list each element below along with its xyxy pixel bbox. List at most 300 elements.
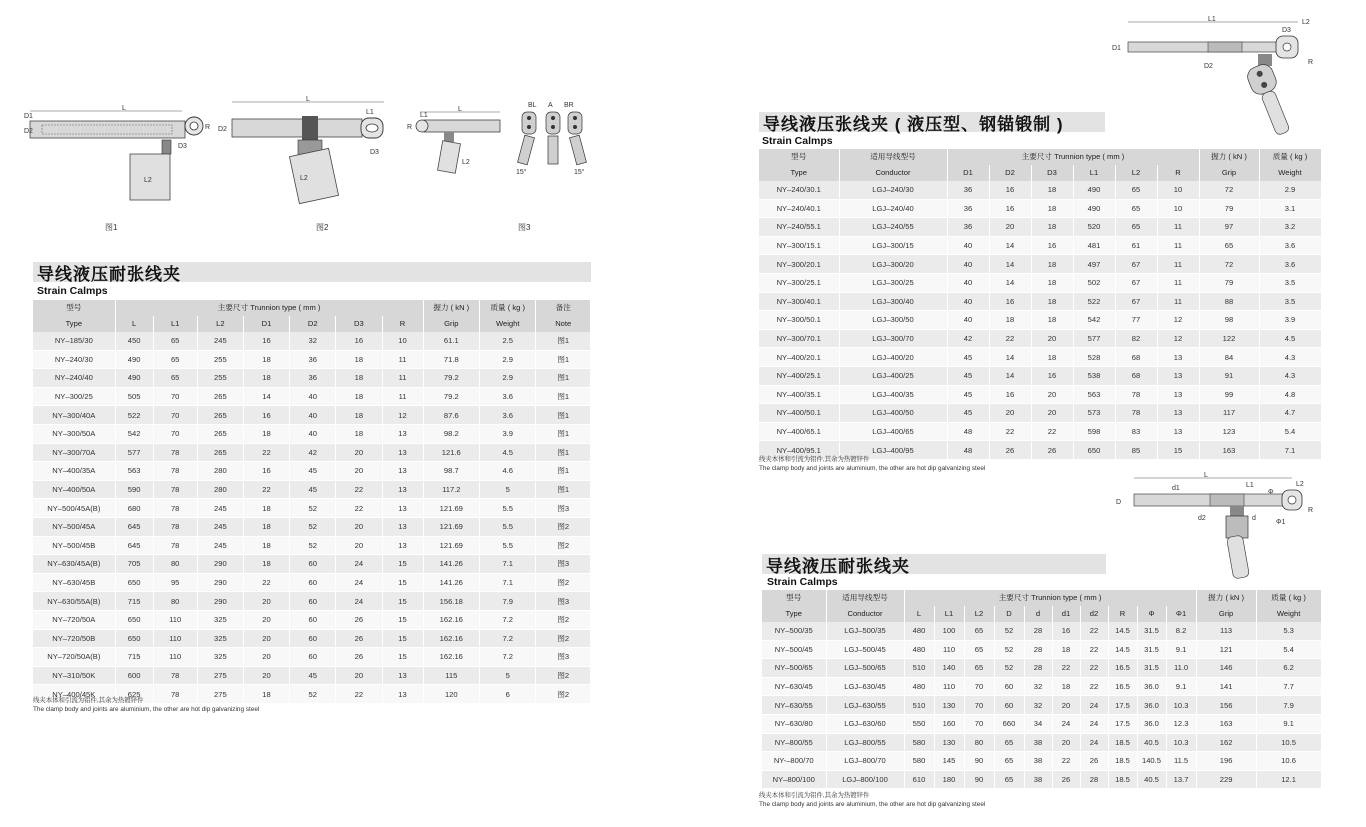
r1-header-dimensions: 主要尺寸 Trunnion type ( mm ) [947, 149, 1199, 165]
table-cell: 625 [115, 685, 153, 704]
table-cell: 13 [382, 424, 423, 443]
table-cell: 18 [336, 369, 382, 388]
r2-header-grip: 握力 ( kN ) [1196, 590, 1256, 606]
table-cell: 11 [1157, 236, 1199, 255]
mid-fig-label-L: L [1204, 472, 1208, 479]
table-cell: 13 [1157, 422, 1199, 441]
fig1-label-D2: D2 [24, 128, 33, 135]
table-row [33, 666, 591, 685]
table-cell: 40.5 [1137, 733, 1166, 752]
table-cell: 650 [115, 610, 153, 629]
table-cell: 65 [994, 752, 1024, 771]
table-cell: 79.2 [423, 369, 479, 388]
r2-header-grip-en: Grip [1196, 606, 1256, 622]
table-cell: 65 [153, 332, 197, 350]
table-cell: 680 [115, 499, 153, 518]
table-cell: 12.1 [1256, 770, 1321, 789]
r2-header-col-L2: L2 [964, 606, 994, 622]
table-cell: 98.2 [423, 424, 479, 443]
table-cell: 70 [964, 714, 994, 733]
r1-header-col-D3: D3 [1031, 165, 1073, 181]
table-cell: 78 [153, 685, 197, 704]
table-cell: 22 [243, 443, 289, 462]
table-cell: 110 [153, 629, 197, 648]
table-cell: 117.2 [423, 480, 479, 499]
table-cell-type: NY–400/65.1 [759, 422, 839, 441]
table-cell-type: NY–310/50K [33, 666, 115, 685]
fig3-label-BR: BR [564, 102, 574, 109]
table-cell: 11 [382, 387, 423, 406]
r2-header-type-en: Type [762, 606, 826, 622]
table-cell: 542 [115, 424, 153, 443]
figure-3-views [512, 100, 592, 178]
table-cell-type: NY–400/25.1 [759, 366, 839, 385]
table-cell: LGJ–400/25 [839, 366, 947, 385]
table-row [33, 536, 591, 555]
table-cell: 图2 [536, 666, 591, 685]
table-cell: LGJ–630/45 [826, 677, 904, 696]
table-cell: 20 [243, 648, 289, 667]
table-cell-type: NY–240/40.1 [759, 199, 839, 218]
table-cell: LGJ–400/50 [839, 404, 947, 423]
table-cell-type: NY–630/45 [762, 677, 826, 696]
fig3-label-angle-left: 15° [516, 169, 527, 176]
table-cell-type: NY–240/30 [33, 350, 115, 369]
table-row [759, 292, 1321, 311]
table-cell: 52 [290, 685, 336, 704]
table-row [762, 622, 1321, 640]
table-cell: 12 [382, 406, 423, 425]
table-cell: 18 [336, 350, 382, 369]
table-cell: 14 [989, 348, 1031, 367]
right-mid-figure-drawing [1112, 470, 1327, 585]
table-cell: 156.18 [423, 592, 479, 611]
table-cell: 70 [964, 677, 994, 696]
table-cell: 115 [423, 666, 479, 685]
table-cell: 36.0 [1137, 696, 1166, 715]
table-cell: 3.1 [1259, 199, 1321, 218]
table-cell: 505 [115, 387, 153, 406]
header-note-en: Note [536, 316, 591, 332]
table-cell: 24 [336, 573, 382, 592]
table-cell: 20 [243, 666, 289, 685]
r1-header-grip-en: Grip [1199, 165, 1259, 181]
table-cell: 45 [290, 462, 336, 481]
header-grip-en: Grip [423, 316, 479, 332]
table-cell: 20 [336, 536, 382, 555]
right-footnote-2-en: The clamp body and joints are aluminium, the other are hot dip galvanizing steel [759, 800, 986, 808]
fig1-label-L: L [122, 105, 126, 112]
table-cell: 42 [290, 443, 336, 462]
table-cell: 4.7 [1259, 404, 1321, 423]
table-cell: 22 [1080, 677, 1108, 696]
table-cell: 18 [243, 350, 289, 369]
mid-fig-label-phi1: Φ1 [1276, 519, 1286, 526]
table-cell: 10.3 [1166, 696, 1196, 715]
table-cell: 196 [1196, 752, 1256, 771]
table-row [759, 181, 1321, 199]
table-cell: 14 [989, 366, 1031, 385]
table-cell: 99 [1199, 385, 1259, 404]
table-cell: 18 [1031, 273, 1073, 292]
table-cell: 17.5 [1108, 714, 1137, 733]
table-cell: 141.26 [423, 555, 479, 574]
table-cell: 18 [1031, 311, 1073, 330]
table-cell: 16 [989, 385, 1031, 404]
table-cell: 22 [989, 422, 1031, 441]
r1-header-conductor-en: Conductor [839, 165, 947, 181]
table-row [33, 406, 591, 425]
table-cell: 598 [1073, 422, 1115, 441]
table-cell: 40 [947, 273, 989, 292]
table-cell: 280 [197, 480, 243, 499]
table-cell: LGJ–300/50 [839, 311, 947, 330]
table-cell-type: NY–400/95.1 [759, 441, 839, 460]
mid-fig-label-L2: L2 [1296, 481, 1304, 488]
table-cell: 8.2 [1166, 622, 1196, 640]
table-cell: 162.16 [423, 648, 479, 667]
header-col-D1: D1 [243, 316, 289, 332]
right-section2-title: 导线液压耐张线夹 [766, 556, 910, 576]
header-type-en: Type [33, 316, 115, 332]
table-cell: 图3 [536, 592, 591, 611]
table-cell: 510 [904, 696, 934, 715]
table-row [759, 273, 1321, 292]
right-section1-title: 导线液压张线夹 ( 液压型、钢锚锻制 ) [763, 114, 1064, 134]
table-cell: 24 [336, 555, 382, 574]
table-cell: 130 [934, 733, 964, 752]
table-cell: 3.9 [1259, 311, 1321, 330]
r2-header-col-d: d [1024, 606, 1052, 622]
table-cell: 28 [1024, 659, 1052, 678]
left-section-title-bar [33, 262, 591, 282]
table-cell: 715 [115, 592, 153, 611]
table-row [759, 404, 1321, 423]
table-cell: 36 [947, 218, 989, 237]
table-cell: 45 [947, 404, 989, 423]
table-cell: 82 [1115, 329, 1157, 348]
table-cell: LGJ–240/30 [839, 181, 947, 199]
table-cell: 265 [197, 406, 243, 425]
table-cell: 121.69 [423, 517, 479, 536]
table-cell: 610 [904, 770, 934, 789]
table-cell: 32 [1024, 677, 1052, 696]
table-cell: 32 [290, 332, 336, 350]
table-cell: 10.5 [1256, 733, 1321, 752]
table-cell: 13 [382, 499, 423, 518]
table-cell: 78 [153, 480, 197, 499]
table-row [33, 424, 591, 443]
table-cell-type: NY–500/45 [762, 640, 826, 659]
table-cell: 17.5 [1108, 696, 1137, 715]
table-cell: 40 [290, 406, 336, 425]
table-cell: 图2 [536, 573, 591, 592]
right-section2-subtitle: Strain Calmps [767, 576, 838, 588]
table-cell: 550 [904, 714, 934, 733]
table-cell-type: NY–500/45A(B) [33, 499, 115, 518]
table-row [33, 387, 591, 406]
table-cell: 91 [1199, 366, 1259, 385]
table-cell: 580 [904, 733, 934, 752]
table-cell: 85 [1115, 441, 1157, 460]
fig3-label-L: L [458, 106, 462, 113]
table-cell-type: NY–240/30.1 [759, 181, 839, 199]
table-cell: 275 [197, 666, 243, 685]
table-cell: 90 [964, 770, 994, 789]
table-cell: 14 [243, 387, 289, 406]
table-cell: LGJ–240/40 [839, 199, 947, 218]
table-cell: LGJ–400/95 [839, 441, 947, 460]
table-cell: 22 [989, 329, 1031, 348]
table-cell: 65 [964, 640, 994, 659]
table-cell: 65 [1115, 181, 1157, 199]
fig3-label-BL: BL [528, 102, 537, 109]
header-weight: 质量 ( kg ) [480, 300, 536, 316]
table-cell: 18 [243, 424, 289, 443]
table-row [33, 350, 591, 369]
fig3-label-R: R [407, 124, 413, 131]
table-cell: LGJ–630/55 [826, 696, 904, 715]
table-row [33, 499, 591, 518]
r1-header-weight-en: Weight [1259, 165, 1321, 181]
table-cell: 65 [1115, 199, 1157, 218]
table-cell: 7.9 [1256, 696, 1321, 715]
table-cell: 68 [1115, 348, 1157, 367]
table-cell: 4.5 [1259, 329, 1321, 348]
table-cell: 265 [197, 443, 243, 462]
table-cell: 325 [197, 610, 243, 629]
table-cell: 5.5 [480, 536, 536, 555]
table-cell-type: NY–630/45A(B) [33, 555, 115, 574]
table-cell: 12 [1157, 329, 1199, 348]
table-cell: 40 [947, 311, 989, 330]
table-cell: 18 [1052, 677, 1080, 696]
table-cell: 45 [290, 480, 336, 499]
table-cell: 229 [1196, 770, 1256, 789]
table-cell: 5 [480, 666, 536, 685]
table-row [33, 462, 591, 481]
table-cell: 20 [336, 666, 382, 685]
table-cell: 图2 [536, 536, 591, 555]
fig3-label-A: A [548, 102, 553, 109]
table-cell: 130 [934, 696, 964, 715]
right-spec-table-2 [762, 590, 1322, 789]
table-row [759, 311, 1321, 330]
table-row [33, 555, 591, 574]
table-cell: 15 [382, 610, 423, 629]
table-cell: 121.69 [423, 536, 479, 555]
table-cell: 3.6 [480, 406, 536, 425]
table-cell: 28 [1080, 770, 1108, 789]
table-cell: 156 [1196, 696, 1256, 715]
table-cell: 18 [1031, 292, 1073, 311]
table-row [762, 752, 1321, 771]
table-cell: 3.6 [1259, 255, 1321, 274]
table-cell: 12.3 [1166, 714, 1196, 733]
table-cell: 705 [115, 555, 153, 574]
table-cell: 7.1 [480, 555, 536, 574]
r1-header-col-L1: L1 [1073, 165, 1115, 181]
table-cell: 577 [1073, 329, 1115, 348]
figure-1-caption: 图1 [105, 223, 118, 232]
table-cell: 13 [1157, 404, 1199, 423]
table-cell: 18 [336, 387, 382, 406]
table-cell: 15 [1157, 441, 1199, 460]
table-cell: 16 [243, 332, 289, 350]
table-cell-type: NY–400/35A [33, 462, 115, 481]
table-row [33, 573, 591, 592]
table-row [759, 385, 1321, 404]
r1-header-col-D2: D2 [989, 165, 1031, 181]
table-cell: 26 [989, 441, 1031, 460]
table-cell: 140.5 [1137, 752, 1166, 771]
table-row [33, 629, 591, 648]
table-cell: 20 [989, 218, 1031, 237]
table-cell: 10.3 [1166, 733, 1196, 752]
table-cell: 70 [153, 406, 197, 425]
table-row [33, 610, 591, 629]
table-cell: 290 [197, 592, 243, 611]
table-cell: 31.5 [1137, 659, 1166, 678]
table-cell: 18 [1031, 348, 1073, 367]
table-cell: 22 [336, 685, 382, 704]
table-cell: 52 [994, 640, 1024, 659]
table-row [762, 733, 1321, 752]
table-cell: 11 [382, 350, 423, 369]
table-cell: 40 [947, 255, 989, 274]
top-fig-label-R: R [1308, 59, 1314, 66]
fig3-label-angle-right: 15° [574, 169, 585, 176]
table-cell: 577 [115, 443, 153, 462]
table-cell: 11.0 [1166, 659, 1196, 678]
table-cell: LGJ–630/60 [826, 714, 904, 733]
table-cell: 52 [290, 536, 336, 555]
r2-header-col-D: D [994, 606, 1024, 622]
table-cell: 65 [964, 659, 994, 678]
table-cell: 14.5 [1108, 640, 1137, 659]
table-cell: 65 [964, 622, 994, 640]
table-cell: 6 [480, 685, 536, 704]
table-cell: 3.6 [480, 387, 536, 406]
table-cell: 140 [934, 659, 964, 678]
table-cell: 67 [1115, 273, 1157, 292]
table-cell: 36 [947, 181, 989, 199]
table-cell: 563 [1073, 385, 1115, 404]
table-row [33, 480, 591, 499]
table-cell: 2.9 [480, 369, 536, 388]
table-cell: 78 [1115, 385, 1157, 404]
table-cell: 84 [1199, 348, 1259, 367]
table-cell: 9.1 [1166, 677, 1196, 696]
table-cell: 77 [1115, 311, 1157, 330]
table-cell: 7.1 [1259, 441, 1321, 460]
table-cell: 121.6 [423, 443, 479, 462]
table-cell: 20 [336, 462, 382, 481]
table-cell: 123 [1199, 422, 1259, 441]
figure-2-caption: 图2 [316, 223, 329, 232]
table-cell: 645 [115, 536, 153, 555]
figure-3-caption: 图3 [518, 223, 531, 232]
left-section-title: 导线液压耐张线夹 [37, 264, 181, 284]
table-cell: 15 [382, 555, 423, 574]
table-cell: 78 [153, 666, 197, 685]
table-cell: 490 [115, 369, 153, 388]
table-cell: 113 [1196, 622, 1256, 640]
table-cell: 15 [382, 648, 423, 667]
table-cell: 141.26 [423, 573, 479, 592]
header-type: 型号 [33, 300, 115, 316]
table-cell: 11 [1157, 218, 1199, 237]
table-cell: 图1 [536, 387, 591, 406]
table-cell: 52 [994, 659, 1024, 678]
r2-header-col-phi1: Φ1 [1166, 606, 1196, 622]
table-cell-type: NY–800/100 [762, 770, 826, 789]
table-cell: 7.1 [480, 573, 536, 592]
table-cell: 16 [989, 199, 1031, 218]
table-cell: 28 [1024, 622, 1052, 640]
table-cell: 65 [153, 350, 197, 369]
table-cell: 38 [1024, 770, 1052, 789]
table-cell: 20 [1052, 696, 1080, 715]
r2-header-weight: 质量 ( kg ) [1256, 590, 1321, 606]
table-cell: 80 [153, 592, 197, 611]
table-cell: 70 [964, 696, 994, 715]
table-cell: 13 [382, 443, 423, 462]
table-cell: 65 [994, 733, 1024, 752]
table-cell: 6.2 [1256, 659, 1321, 678]
table-cell: 图1 [536, 406, 591, 425]
table-cell: 20 [1031, 404, 1073, 423]
table-cell: 71.8 [423, 350, 479, 369]
fig2-label-L2: L2 [300, 175, 308, 182]
table-cell: 42 [947, 329, 989, 348]
table-cell: 7.2 [480, 629, 536, 648]
table-cell: 图3 [536, 499, 591, 518]
table-cell: 481 [1073, 236, 1115, 255]
table-cell: 20 [243, 610, 289, 629]
r1-header-grip: 握力 ( kN ) [1199, 149, 1259, 165]
table-row [762, 770, 1321, 789]
table-cell: 26 [336, 648, 382, 667]
table-cell: 490 [1073, 199, 1115, 218]
table-cell: 16 [243, 462, 289, 481]
left-section-subtitle: Strain Calmps [37, 285, 108, 297]
table-cell: 573 [1073, 404, 1115, 423]
table-cell: 13 [1157, 366, 1199, 385]
table-cell: 18 [1052, 640, 1080, 659]
table-cell: 480 [904, 677, 934, 696]
table-cell: 83 [1115, 422, 1157, 441]
fig2-label-L1: L1 [366, 109, 374, 116]
table-cell-type: NY–400/35.1 [759, 385, 839, 404]
table-cell: 255 [197, 350, 243, 369]
table-cell: 3.5 [1259, 292, 1321, 311]
table-row [33, 332, 591, 350]
mid-fig-label-d2: d2 [1198, 515, 1206, 522]
right-spec-table-1 [759, 149, 1322, 460]
table-cell: 9.1 [1256, 714, 1321, 733]
table-cell: 122 [1199, 329, 1259, 348]
table-cell: 10 [1157, 181, 1199, 199]
table-cell: 20 [243, 629, 289, 648]
table-cell: 117 [1199, 404, 1259, 423]
header-col-L1: L1 [153, 316, 197, 332]
table-cell: 13 [382, 536, 423, 555]
mid-fig-label-phi: Φ [1268, 489, 1274, 496]
table-cell: LGJ–240/55 [839, 218, 947, 237]
table-cell: 18 [243, 517, 289, 536]
table-cell: 3.2 [1259, 218, 1321, 237]
